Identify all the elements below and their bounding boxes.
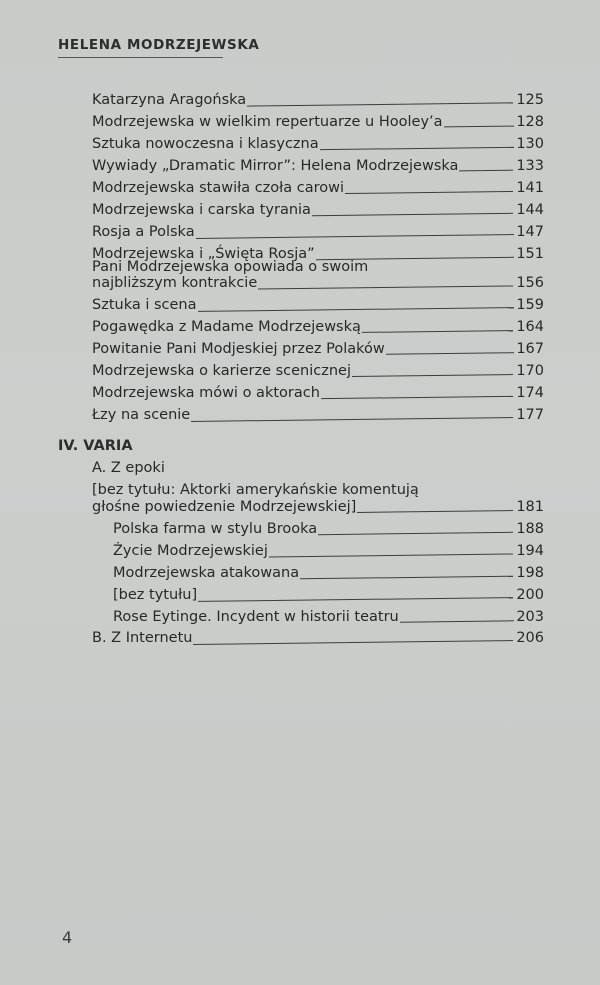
toc-entry-page: 203	[516, 609, 544, 625]
toc-entry[interactable]	[92, 627, 544, 649]
toc-entry[interactable]	[92, 316, 544, 338]
toc-entry-page: 159	[516, 297, 544, 313]
toc-entry-page: 177	[516, 407, 544, 423]
toc-leader-line	[386, 352, 514, 355]
toc-entry-page: 198	[516, 565, 544, 581]
toc-entry-title: Modrzejewska atakowana	[113, 565, 300, 581]
toc-entry-title: Sztuka nowoczesna i klasyczna	[92, 136, 319, 152]
toc-entry[interactable]	[92, 177, 544, 199]
toc-entry-title: Modrzejewska mówi o aktorach	[92, 385, 320, 401]
toc-entry-title: B. Z Internetu	[92, 630, 193, 646]
toc-leader-line	[459, 170, 513, 172]
toc-entry-title: Powitanie Pani Modjeskiej przez Polaków	[92, 341, 385, 357]
toc-leader-line	[193, 640, 513, 645]
toc-entry-page: 128	[516, 114, 544, 130]
toc-entry-title: Łzy na scenie	[92, 407, 191, 423]
toc-entry-title: Sztuka i scena	[92, 297, 197, 313]
toc-leader-line	[269, 554, 513, 558]
toc-leader-line	[300, 576, 513, 580]
toc-entry-page: 144	[516, 202, 544, 218]
toc-entry[interactable]	[92, 89, 544, 111]
toc-entry-title: [bez tytułu]	[113, 587, 198, 603]
toc-entry-title: Modrzejewska stawiła czoła carowi	[92, 180, 345, 196]
toc-entry-title: Polska farma w stylu Brooka	[113, 521, 318, 537]
toc-entry-page: 170	[516, 363, 544, 379]
toc-leader-line	[321, 396, 513, 399]
toc-entry[interactable]	[113, 540, 544, 562]
toc-entry[interactable]	[92, 338, 544, 360]
toc-entry[interactable]	[113, 518, 544, 540]
toc-leader-line	[357, 510, 513, 513]
toc-entry-title: Modrzejewska i carska tyrania	[92, 202, 311, 218]
toc-leader-line	[362, 330, 513, 333]
toc-entry-title: najbliższym kontrakcie	[92, 275, 258, 291]
toc-leader-line	[198, 597, 513, 602]
toc-entry-title: Modrzejewska i „Święta Rosja”	[92, 246, 315, 262]
header-underline	[58, 57, 223, 58]
toc-entry-page: 206	[516, 630, 544, 646]
toc-entry-page: 174	[516, 385, 544, 401]
toc-entry[interactable]	[113, 562, 544, 584]
toc-entry[interactable]	[92, 404, 544, 426]
toc-entry[interactable]	[92, 496, 544, 518]
toc-entry[interactable]	[92, 221, 544, 243]
toc-leader-line	[345, 191, 513, 194]
toc-entry-page: 133	[516, 158, 544, 174]
toc-entry-title: Wywiady „Dramatic Mirror”: Helena Modrzejewska	[92, 158, 459, 174]
toc-entry-page: 147	[516, 224, 544, 240]
toc-leader-line	[191, 417, 513, 422]
toc-entry-continued-title: [bez tytułu: Aktorki amerykańskie komentują	[92, 482, 419, 498]
toc-entry-title: Modrzejewska w wielkim repertuarze u Hooley’a	[92, 114, 443, 130]
toc-leader-line	[247, 102, 513, 106]
toc-entry-title: Rose Eytinge. Incydent w historii teatru	[113, 609, 399, 625]
toc-entry-title: głośne powiedzenie Modrzejewskiej]	[92, 499, 357, 515]
toc-entry[interactable]	[113, 584, 544, 606]
toc-entry-title: Pogawędka z Madame Modrzejewską	[92, 319, 361, 335]
toc-entry[interactable]	[92, 272, 544, 294]
toc-entry-page: 141	[516, 180, 544, 196]
toc-leader-line	[258, 285, 513, 289]
toc-entry-page: 125	[516, 92, 544, 108]
toc-entry[interactable]	[92, 382, 544, 404]
toc-entry-title: Życie Modrzejewskiej	[113, 543, 268, 559]
toc-leader-line	[400, 620, 514, 622]
toc-entry[interactable]	[92, 133, 544, 155]
section-heading: IV. VARIA	[58, 438, 133, 454]
page-number: 4	[62, 928, 73, 947]
toc-entry-page: 200	[516, 587, 544, 603]
toc-entry-page: 167	[516, 341, 544, 357]
toc-entry-continued-title: Pani Modrzejewska opowiada o swoim	[92, 259, 369, 275]
toc-entry-page: 164	[516, 319, 544, 335]
toc-entry-title: Modrzejewska o karierze scenicznej	[92, 363, 351, 379]
toc-leader-line	[312, 213, 513, 216]
toc-entry-page: 194	[516, 543, 544, 559]
toc-leader-line	[318, 532, 513, 535]
toc-entry-page: 151	[516, 246, 544, 262]
subsection-heading-a: A. Z epoki	[92, 460, 165, 476]
toc-leader-line	[196, 234, 514, 239]
toc-entry-page: 130	[516, 136, 544, 152]
toc-entry[interactable]	[92, 111, 544, 133]
running-header: HELENA MODRZEJEWSKA	[58, 37, 260, 53]
toc-entry-page: 181	[516, 499, 544, 515]
toc-leader-line	[352, 374, 513, 377]
toc-entry-page: 188	[516, 521, 544, 537]
toc-entry-title: Katarzyna Aragońska	[92, 92, 247, 108]
toc-entry[interactable]	[92, 199, 544, 221]
toc-leader-line	[320, 147, 514, 150]
toc-entry[interactable]	[92, 294, 544, 316]
toc-entry[interactable]	[113, 606, 544, 628]
toc-entry[interactable]	[92, 155, 544, 177]
toc-leader-line	[444, 126, 514, 128]
toc-entry[interactable]	[92, 360, 544, 382]
toc-entry-page: 156	[516, 275, 544, 291]
toc-entry-title: Rosja a Polska	[92, 224, 195, 240]
toc-leader-line	[198, 307, 514, 312]
